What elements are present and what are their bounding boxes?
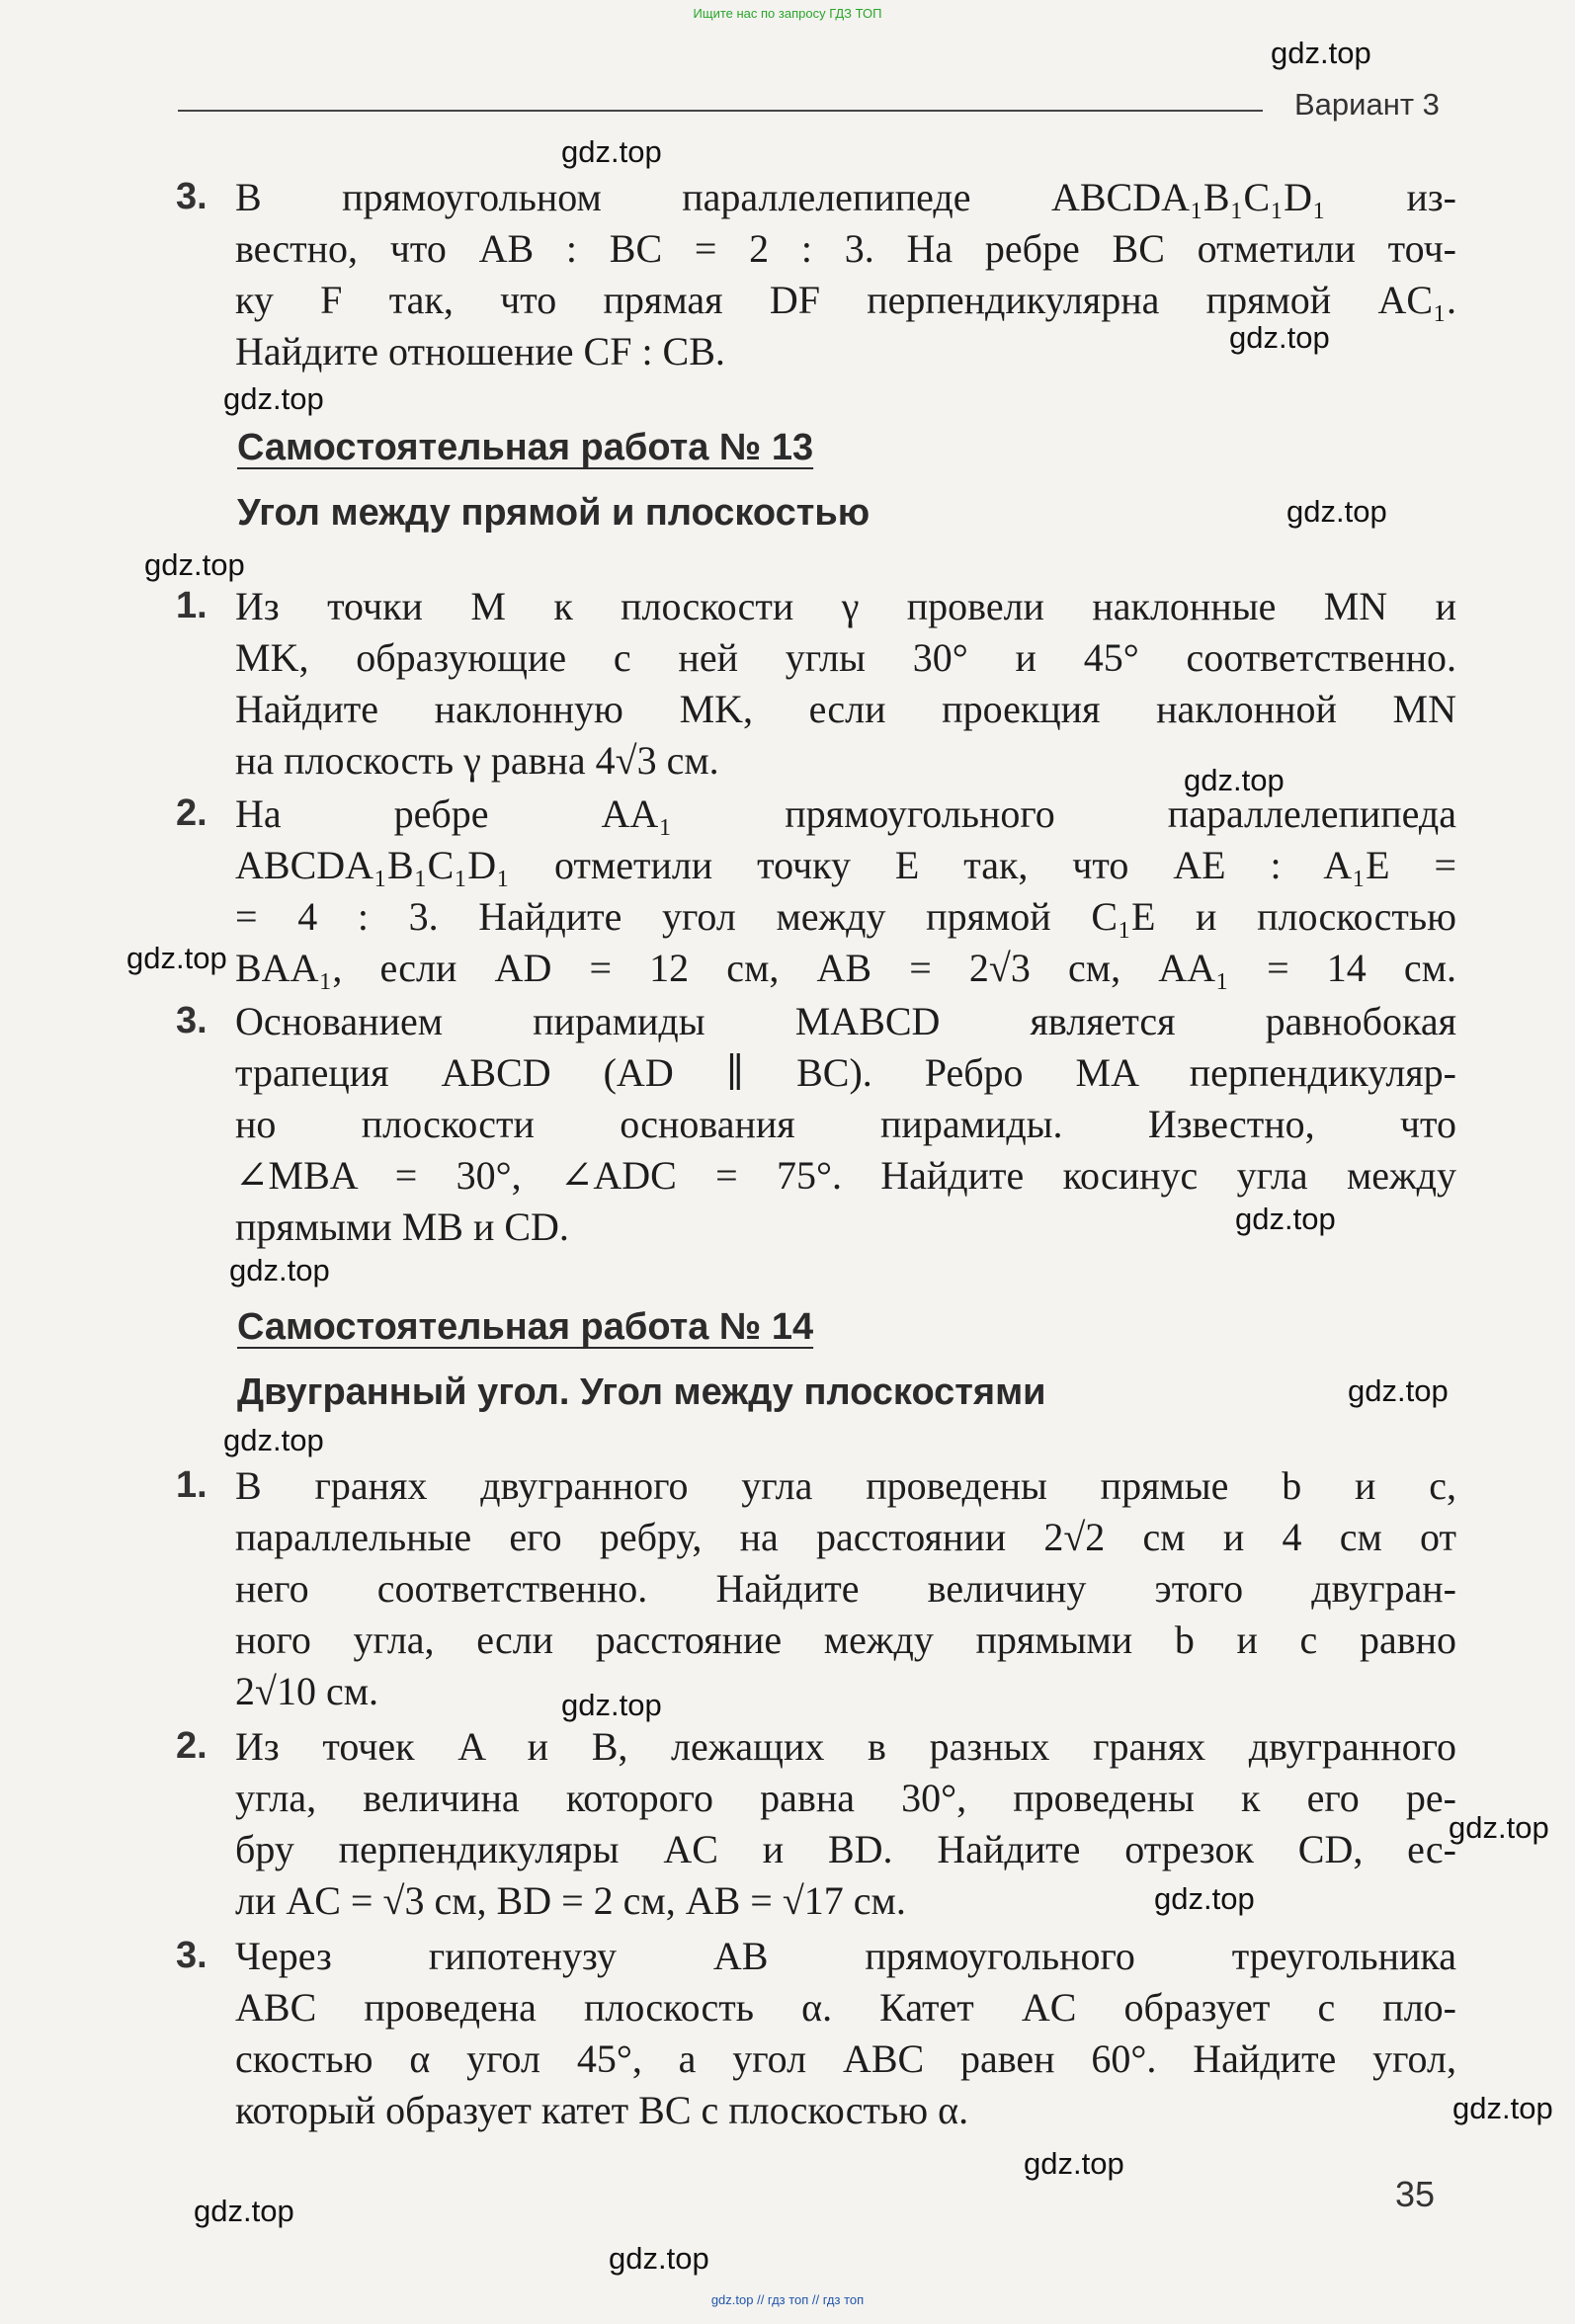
watermark: gdz.top xyxy=(1452,2091,1553,2125)
watermark: gdz.top xyxy=(1154,1881,1255,1916)
watermark: gdz.top xyxy=(126,941,227,975)
problem-number: 2. xyxy=(176,792,207,834)
problem-line: трапеция ABCD (AD ∥ BC). Ребро MA перпендикуляр- xyxy=(235,1050,1456,1095)
problem-line: ного угла, если расстояние между прямыми b и c равно xyxy=(235,1618,1456,1662)
problem-line: него соответственно. Найдите величину этого двугран- xyxy=(235,1566,1456,1611)
problem-line: ли AC = √3 см, BD = 2 см, AB = √17 см. xyxy=(235,1878,906,1923)
problem-number: 1. xyxy=(176,1464,207,1506)
watermark: gdz.top xyxy=(223,1423,324,1457)
problem-line: Из точки M к плоскости γ провели наклонные MN и xyxy=(235,584,1456,628)
problem-number: 1. xyxy=(176,585,207,626)
watermark: gdz.top xyxy=(1024,2146,1124,2181)
problem-number: 3. xyxy=(176,1000,207,1041)
bottom-banner: gdz.top // гдз топ // гдз топ xyxy=(710,2292,865,2307)
problem-line: BAA₁, если AD = 12 см, AB = 2√3 см, AA₁ = 14 см. xyxy=(235,946,1456,990)
section-title: Самостоятельная работа № 13 xyxy=(237,427,814,468)
problem-line: на плоскость γ равна 4√3 см. xyxy=(235,738,719,783)
problem-line: ку F так, что прямая DF перпендикулярна прямой AC₁. xyxy=(235,278,1456,322)
watermark: gdz.top xyxy=(1184,763,1285,797)
header-rule xyxy=(178,110,1263,112)
section-title: Самостоятельная работа № 14 xyxy=(237,1306,814,1348)
problem-line: Основанием пирамиды MABCD является равнобокая xyxy=(235,999,1456,1043)
problem-line: но плоскости основания пирамиды. Известно, что xyxy=(235,1102,1456,1146)
top-banner: Ищите нас по запросу ГДЗ ТОП xyxy=(693,6,882,21)
problem-line: В прямоугольном параллелепипеде ABCDA₁B₁C₁D₁ из- xyxy=(235,175,1456,219)
watermark: gdz.top xyxy=(1449,1810,1549,1845)
problem-line: = 4 : 3. Найдите угол между прямой C₁E и плоскостью xyxy=(235,894,1456,939)
problem-number: 2. xyxy=(176,1725,207,1767)
problem-line: бру перпендикуляры AC и BD. Найдите отрезок CD, ес- xyxy=(235,1827,1456,1871)
watermark: gdz.top xyxy=(144,547,245,582)
watermark: gdz.top xyxy=(1348,1373,1449,1408)
problem-line: угла, величина которого равна 30°, проведены к его ре- xyxy=(235,1776,1456,1820)
watermark: gdz.top xyxy=(561,1688,662,1722)
problem-line: скостью α угол 45°, а угол ABC равен 60°. Найдите угол, xyxy=(235,2036,1456,2081)
watermark: gdz.top xyxy=(1229,320,1330,355)
page-number: 35 xyxy=(1395,2174,1436,2214)
variant-label: Вариант 3 xyxy=(1294,87,1440,122)
section-subtitle: Угол между прямой и плоскостью xyxy=(237,492,870,534)
problem-number: 3. xyxy=(176,176,207,217)
watermark: gdz.top xyxy=(609,2241,709,2276)
watermark: gdz.top xyxy=(229,1253,330,1287)
problem-line: Через гипотенузу AB прямоугольного треугольника xyxy=(235,1934,1456,1978)
problem-line: В гранях двугранного угла проведены прямые b и c, xyxy=(235,1463,1456,1508)
watermark: gdz.top xyxy=(1235,1202,1336,1236)
problem-line: ∠MBA = 30°, ∠ADC = 75°. Найдите косинус угла между xyxy=(235,1153,1456,1198)
problem-line: 2√10 см. xyxy=(235,1669,379,1713)
problem-line: параллельные его ребру, на расстоянии 2√2 см и 4 см от xyxy=(235,1515,1456,1559)
problem-line: вестно, что AB : BC = 2 : 3. На ребре BC отметили точ- xyxy=(235,226,1456,271)
watermark: gdz.top xyxy=(561,134,662,169)
problem-line: ABCDA₁B₁C₁D₁ отметили точку E так, что AE : A₁E = xyxy=(235,843,1456,887)
watermark: gdz.top xyxy=(194,2194,294,2228)
problem-line: Из точек A и B, лежащих в разных гранях двугранного xyxy=(235,1724,1456,1769)
watermark: gdz.top xyxy=(1286,494,1387,529)
problem-line: Найдите отношение CF : CB. xyxy=(235,329,725,374)
problem-number: 3. xyxy=(176,1935,207,1976)
problem-line: ABC проведена плоскость α. Катет AC образует с пло- xyxy=(235,1985,1456,2030)
problem-line: На ребре AA₁ прямоугольного параллелепипеда xyxy=(235,791,1456,836)
section-subtitle: Двугранный угол. Угол между плоскостями xyxy=(237,1371,1046,1413)
watermark: gdz.top xyxy=(1271,36,1371,70)
problem-line: MK, образующие с ней углы 30° и 45° соответственно. xyxy=(235,635,1456,680)
problem-line: Найдите наклонную MK, если проекция наклонной MN xyxy=(235,687,1456,731)
problem-line: прямыми MB и CD. xyxy=(235,1204,569,1249)
watermark: gdz.top xyxy=(223,381,324,416)
problem-line: который образует катет BC с плоскостью α. xyxy=(235,2088,969,2132)
